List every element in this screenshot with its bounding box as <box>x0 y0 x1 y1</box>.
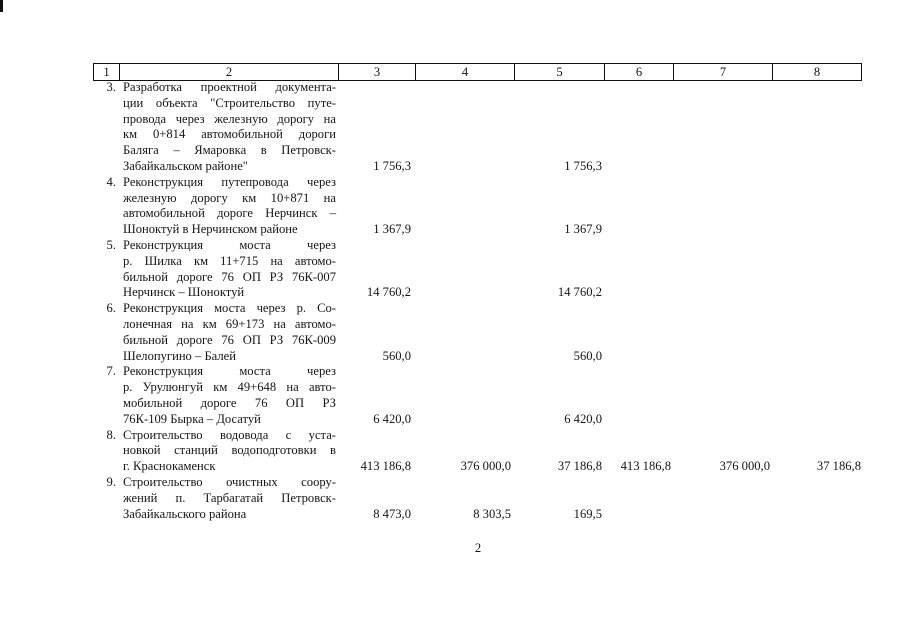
value-col-4: 8 303,5 <box>473 506 511 521</box>
value-col-3: 6 420,0 <box>373 411 411 426</box>
value-col-5: 6 420,0 <box>564 411 602 426</box>
value-col-8: 37 186,8 <box>816 459 861 474</box>
item-text-line: мобильной дороге 76 ОП РЗ <box>123 395 336 410</box>
item-text-line: Реконструкция моста через <box>123 238 336 252</box>
item-text-line: бильной дороге 76 ОП РЗ 76К-009 <box>123 332 336 347</box>
table-row <box>0 238 905 301</box>
header-cell-6: 6 <box>604 63 673 81</box>
value-col-5: 14 760,2 <box>557 285 602 300</box>
item-text-line: бильной дороге 76 ОП РЗ 76К-007 <box>123 269 336 284</box>
item-number: 6. <box>106 301 116 316</box>
item-number: 9. <box>106 475 116 489</box>
item-text-line: жений п. Тарбагатай Петровск- <box>123 490 336 505</box>
value-col-5: 169,5 <box>573 506 602 521</box>
item-text-line: Шоноктуй в Нерчинском районе <box>123 222 298 237</box>
table-row <box>0 80 905 175</box>
value-col-3: 14 760,2 <box>366 285 411 300</box>
item-text-line: Нерчинск – Шоноктуй <box>123 285 245 300</box>
item-text-line: Реконструкция моста через р. Со- <box>123 301 336 316</box>
item-text-line: г. Краснокаменск <box>123 459 216 474</box>
table-row <box>0 364 905 427</box>
item-text-line: ции объекта "Строительство путе- <box>123 95 336 110</box>
value-col-5: 1 367,9 <box>564 222 602 237</box>
value-col-6: 413 186,8 <box>620 459 671 474</box>
header-cell-4: 4 <box>415 63 514 81</box>
value-col-3: 8 473,0 <box>373 506 411 521</box>
item-text-line: Шелопугино – Балей <box>123 348 236 363</box>
item-number: 3. <box>106 80 116 94</box>
header-cell-8: 8 <box>772 63 862 81</box>
table-row <box>0 428 905 475</box>
item-number: 5. <box>106 238 116 252</box>
value-col-7: 376 000,0 <box>719 459 770 474</box>
scan-mark-decoration <box>0 0 3 12</box>
item-text-line: Реконструкция путепровода через <box>123 174 336 189</box>
item-text-line: Реконструкция моста через <box>123 364 336 379</box>
page-number: 2 <box>474 541 482 555</box>
header-cell-2: 2 <box>119 63 338 81</box>
item-text-line: Баляга – Ямаровка в Петровск- <box>123 143 336 158</box>
item-text-line: р. Шилка км 11+715 на автомо- <box>123 253 336 268</box>
item-text-line: Строительство очистных соору- <box>123 475 336 489</box>
item-text-line: провода через железную дорогу на <box>123 111 336 126</box>
item-number: 8. <box>106 427 116 442</box>
table-row <box>0 301 905 364</box>
item-number: 4. <box>106 174 116 189</box>
value-col-5: 1 756,3 <box>564 159 602 173</box>
item-text-line: лонечная на км 69+173 на автомо- <box>123 316 336 331</box>
item-text-line: автомобильной дороге Нерчинск – <box>123 206 336 221</box>
item-text-line: км 0+814 автомобильной дороги <box>123 127 336 142</box>
value-col-3: 1 756,3 <box>373 159 411 173</box>
value-col-3: 1 367,9 <box>373 222 411 237</box>
value-col-4: 376 000,0 <box>460 459 511 474</box>
header-cell-3: 3 <box>338 63 415 81</box>
table-row <box>0 475 905 522</box>
item-text-line: новкой станций водоподготовки в <box>123 443 336 458</box>
value-col-3: 413 186,8 <box>360 459 411 474</box>
item-number: 7. <box>106 364 116 379</box>
header-cell-5: 5 <box>514 63 604 81</box>
item-text-line: Разработка проектной документа- <box>123 80 336 94</box>
item-text-line: железную дорогу км 10+871 на <box>123 190 336 205</box>
item-text-line: Строительство водовода с уста- <box>123 427 336 442</box>
item-text-line: р. Урулюнгуй км 49+648 на авто- <box>123 380 336 395</box>
item-text-line: Забайкальского района <box>123 506 247 521</box>
header-cell-7: 7 <box>673 63 772 81</box>
table-row <box>0 175 905 238</box>
value-col-5: 37 186,8 <box>557 459 602 474</box>
value-col-3: 560,0 <box>382 348 411 363</box>
value-col-5: 560,0 <box>573 348 602 363</box>
item-text-line: 76К-109 Бырка – Досатуй <box>123 411 261 426</box>
header-cell-1: 1 <box>93 63 119 81</box>
item-text-line: Забайкальском районе" <box>123 159 248 173</box>
